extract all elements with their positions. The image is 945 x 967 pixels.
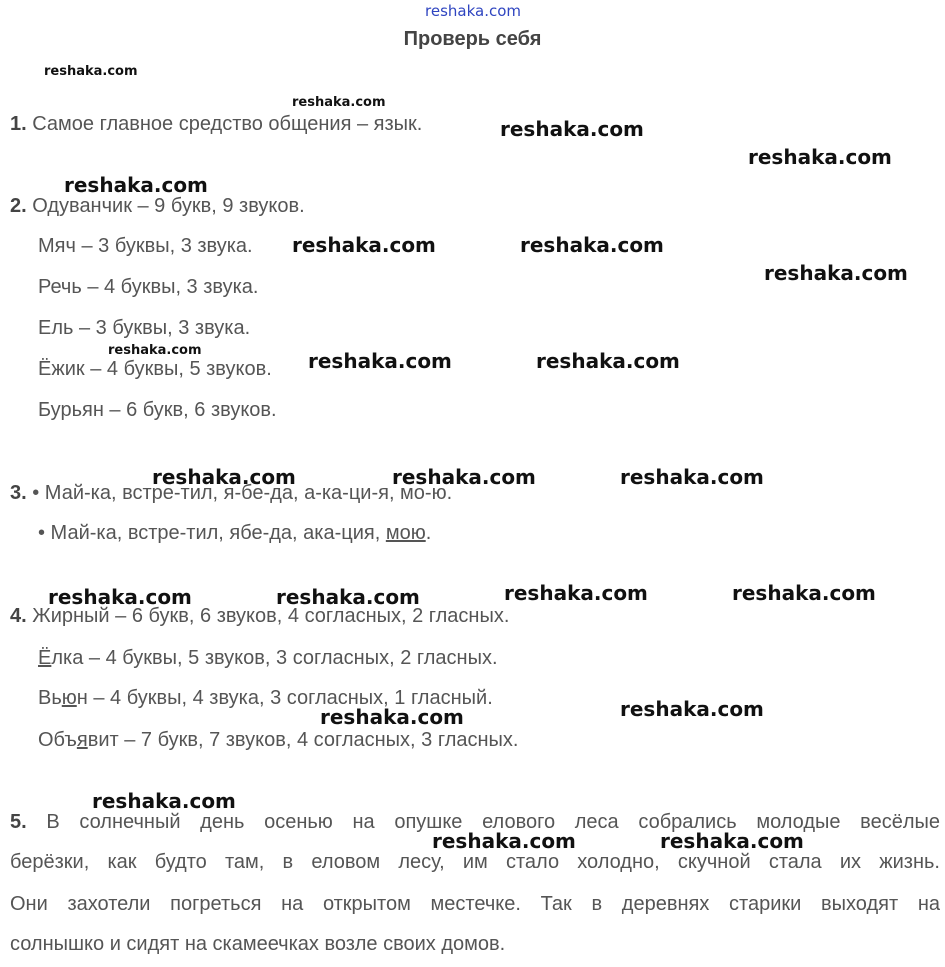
underlined-letter: ю [61, 687, 77, 709]
watermark-text: reshaka.com [520, 233, 664, 257]
answer-text: н – 4 буквы, 4 звука, 3 согласных, 1 гласный. [76, 687, 493, 709]
watermark-text: reshaka.com [620, 697, 764, 721]
answer-text: Объ [38, 729, 77, 751]
watermark-text: reshaka.com [44, 64, 138, 79]
answer-2-line-6: Бурьян – 6 букв, 6 звуков. [38, 399, 277, 421]
answer-text: лка – 4 буквы, 5 звуков, 3 согласных, 2 гласных. [51, 647, 498, 669]
underlined-letter: Ё [38, 647, 52, 669]
answer-number: 3. [10, 482, 27, 504]
answer-2-line-3: Речь – 4 буквы, 3 звука. [38, 276, 259, 298]
watermark-text: reshaka.com [660, 829, 804, 853]
answer-text: Одуванчик – 9 букв, 9 звуков. [32, 195, 305, 217]
watermark-text: reshaka.com [432, 829, 576, 853]
answer-5-line-3: Они захотели погреться на открытом местечке. Так в деревнях старики выходят на [10, 893, 940, 915]
answer-2-line-2: Мяч – 3 буквы, 3 звука. [38, 235, 253, 257]
underlined-word: мою [385, 522, 426, 544]
answer-text: Жирный – 6 букв, 6 звуков, 4 согласных, 2 гласных. [32, 605, 510, 627]
answer-2-line-5: Ёжик – 4 буквы, 5 звуков. [38, 358, 272, 380]
answer-1 [10, 112, 422, 136]
watermark-text: reshaka.com [152, 465, 296, 489]
answer-number: 5. [10, 811, 27, 833]
watermark-text: reshaka.com [732, 581, 876, 605]
answer-5-line-4: солнышко и сидят на скамеечках возле своих домов. [10, 933, 506, 955]
watermark-text: reshaka.com [292, 233, 436, 257]
watermark-text: reshaka.com [64, 173, 208, 197]
watermark-text: reshaka.com [276, 585, 420, 609]
answer-text: • Май-ка, встре-тил, ябе-да, ака-ция, [38, 522, 386, 544]
watermark-text: reshaka.com [425, 2, 521, 20]
watermark-text: reshaka.com [108, 343, 202, 358]
answer-text: В солнечный день осенью на опушке елового леса собрались молодые весёлые [46, 811, 940, 833]
answer-text: вит – 7 букв, 7 звуков, 4 согласных, 3 гласных. [87, 729, 519, 751]
answer-4-line-2 [38, 646, 498, 670]
answer-number: 4. [10, 605, 27, 627]
answer-4-line-4 [38, 728, 518, 752]
answer-number: 1. [10, 113, 27, 135]
answer-3-line-2 [38, 521, 431, 545]
watermark-text: reshaka.com [308, 349, 452, 373]
watermark-text: reshaka.com [292, 95, 386, 110]
watermark-text: reshaka.com [504, 581, 648, 605]
answer-text: Вь [38, 687, 62, 709]
answer-text: . [425, 522, 432, 544]
answer-2-line-4: Ель – 3 буквы, 3 звука. [38, 317, 251, 339]
watermark-text: reshaka.com [620, 465, 764, 489]
answer-number: 2. [10, 195, 27, 217]
watermark-text: reshaka.com [764, 261, 908, 285]
answer-2-line-1 [10, 194, 305, 218]
watermark-text: reshaka.com [92, 789, 236, 813]
underlined-letter: я [76, 729, 88, 751]
watermark-text: reshaka.com [748, 145, 892, 169]
watermark-text: reshaka.com [392, 465, 536, 489]
page-title: Проверь себя [403, 28, 542, 50]
watermark-text: reshaka.com [500, 117, 644, 141]
answer-5-line-2: берёзки, как будто там, в еловом лесу, им стало холодно, скучной стала их жизнь. [10, 851, 940, 873]
answer-text: • Май-ка, встре-тил, я-бе-да, а-ка-ци-я, мо-ю. [32, 482, 453, 504]
watermark-text: reshaka.com [320, 705, 464, 729]
answer-text: Самое главное средство общения – язык. [32, 113, 423, 135]
watermark-text: reshaka.com [536, 349, 680, 373]
watermark-text: reshaka.com [48, 585, 192, 609]
